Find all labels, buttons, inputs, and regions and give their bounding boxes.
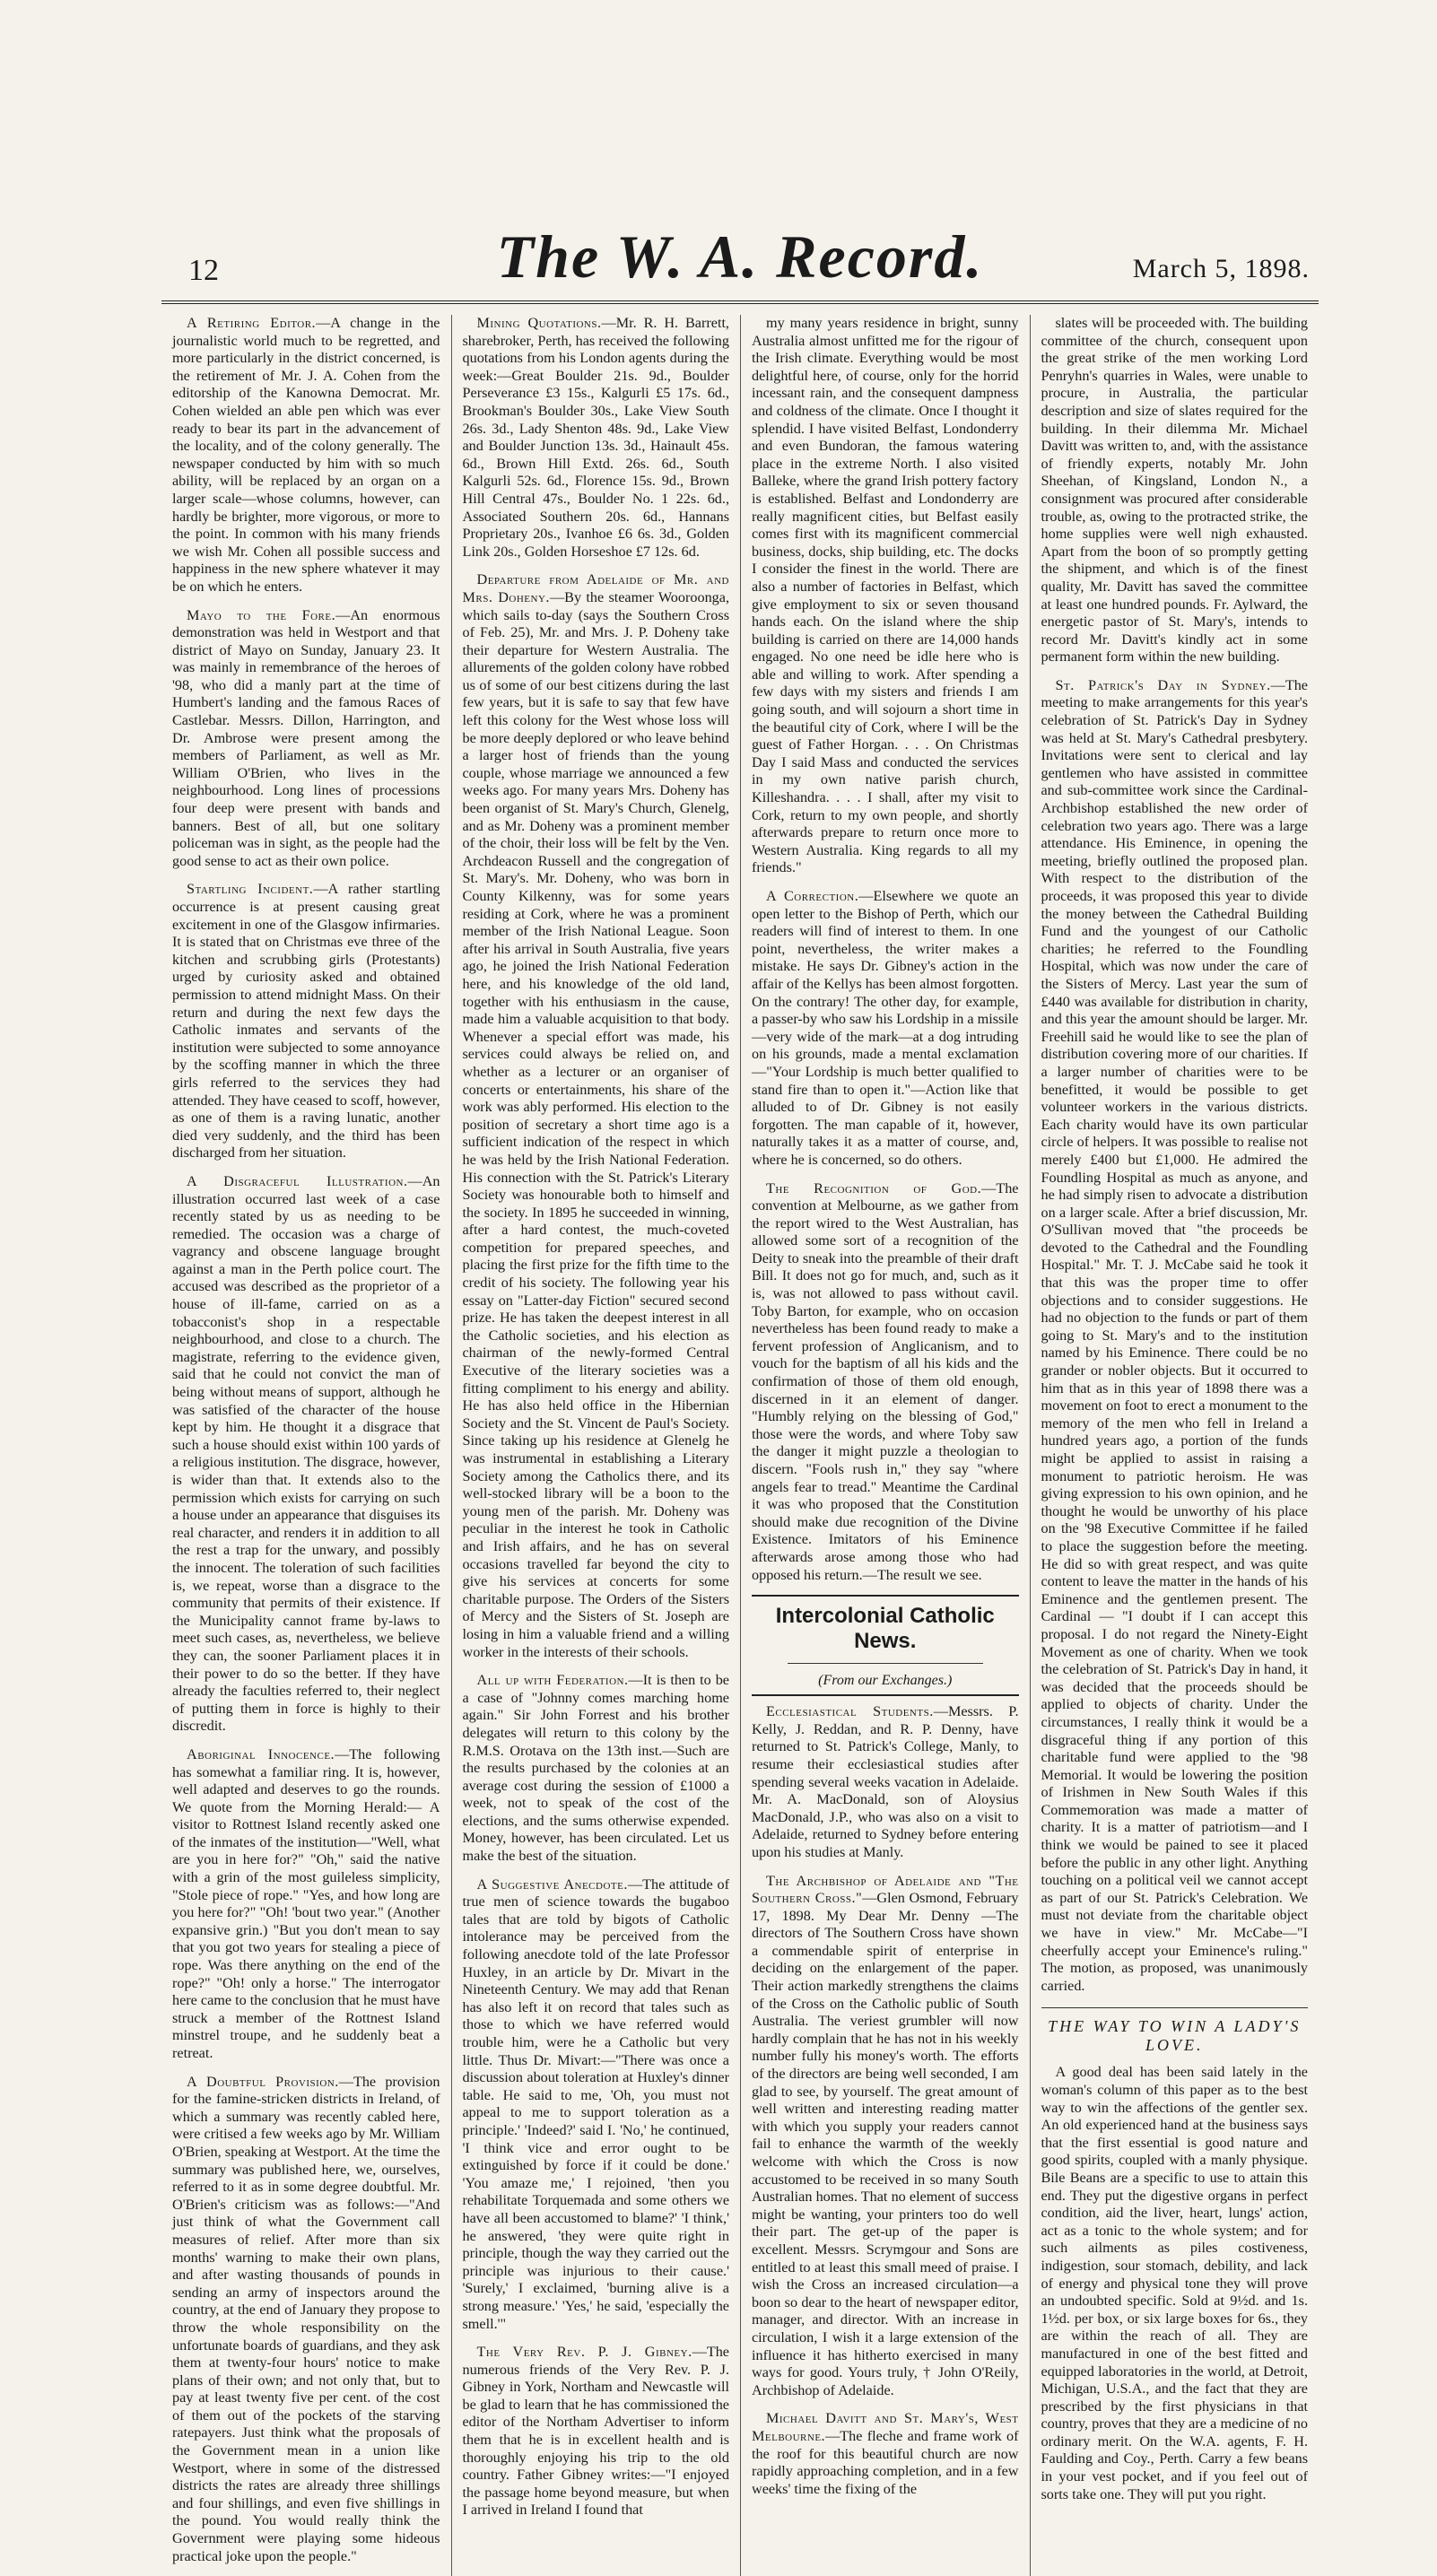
article xyxy=(752,1703,1019,1861)
article-paragraph: Michael Davitt and St. Mary's, West Melbourne.—The fleche and frame work of the roof for this beautiful church are now rapidly approaching completion, and in a few weeks' time the fixing of the xyxy=(752,2410,1019,2497)
article-headline: Departure from Adelaide of Mr. and Mrs. Doheny. xyxy=(462,571,729,605)
article xyxy=(752,1873,1019,2400)
article-paragraph: Departure from Adelaide of Mr. and Mrs. Doheny.—By the steamer Wooroonga, which sails to-day (says the Southern Cross of Feb. 25), Mr. and Mrs. J. P. Doheny take their departure for Western Australia. The allurements of the golden colony have robbed us of some of our best citizens during the last few years, but it is safe to say that few have left this colony for the West whose loss will be more deeply deplored or who leave behind a larger host of friends than the young couple, whose marriage we announced a few weeks ago. For many years Mrs. Doheny has been organist of St. Mary's Church, Glenelg, and as Mr. Doheny was a prominent member of the choir, their loss will be felt by the Ven. Archdeacon Russell and the congregation of St. Mary's. Mr. Doheny, who was born in County Kilkenny, was for some years residing at Cork, where he was a prominent member of the Irish National League. Soon after his arrival in South Australia, five years ago, he joined the Irish National Federation here, and his knowledge of the old land, together with his enthusiasm in the cause, made him a valuable acquisition to that body. Whenever a special effort was made, his services could always be relied on, and whether as a lecturer or an organiser of concerts or entertainments, his share of the work was ably performed. His election to the position of secretary a short time ago is a sufficient indication of the respect in which he was held by the Irish National Federation. His connection with the St. Patrick's Literary Society was honourable both to himself and the society. In 1895 he succeeded in winning, after a hard contest, the much-coveted competition for prepared speeches, and placing the first prize for the fifth time to the credit of his society. The following year his essay on "Latter-day Fiction" secured second prize. He has taken the deepest interest in all the Catholic societies, and his election as chairman of the newly-formed Central Executive of the literary societies was a fitting compliment to his energy and ability. He has also held office in the Hibernian Society and the St. Vincent de Paul's Society. Since taking up his residence at Glenelg he was instrumental in establishing a Literary Society among the Catholics there, and its well-stocked library will be a boon to the young men of the parish. Mr. Doheny was peculiar in the interest he took in Catholic and Irish affairs, and he has on several occasions travelled far beyond the city to give his services at concerts for some charitable purpose. The Orders of the Sisters of Mercy and the Sisters of St. Joseph are losing in him a valuable friend and a willing worker in the interests of their schools. xyxy=(462,571,729,1660)
newspaper-page xyxy=(161,222,1319,2564)
article-paragraph: The Archbishop of Adelaide and "The Southern Cross."—Glen Osmond, February 17, 1898. My Dear Mr. Denny —The directors of The Southern Cross have shown a commendable spirit of enterprise in deciding on the enlargement of the paper. Their action markedly strengthens the claims of the Cross on the Catholic public of South Australia. The veriest grumbler will now hardly complain that he has not in his weekly number fully his money's worth. The efforts of the directors are being well seconded, I am glad to see, by yourself. The great amount of well written and interesting reading matter with which you supply your readers cannot fail to enhance the warmth of the weekly welcome with which the Cross is now accustomed to be received in so many South Australian homes. That no element of success might be wanting, your printers too do well their part. The get-up of the paper is excellent. Messrs. Scrymgour and Sons are entitled to at least this small meed of praise. I wish the Cross an increased circulation—a boon so dear to the heart of newspaper editor, manager, and director. With an increase in circulation, I wish it a large extension of the influence it has hitherto exercised in many ways for good. Yours truly, † John O'Reily, Archbishop of Adelaide. xyxy=(752,1872,1019,2398)
article-headline: Startling Incident. xyxy=(187,881,314,898)
article-headline: St. Patrick's Day in Sydney. xyxy=(1055,676,1271,693)
column-3 xyxy=(740,315,1030,2576)
article xyxy=(463,2344,730,2519)
article-headline: A Doubtful Provision. xyxy=(187,2073,339,2090)
article-body: By the steamer Wooroonga, which sails to-day (says the Southern Cross of Feb. 25), Mr. and Mrs. J. P. Doheny take their departure for Western Australia. The allurements of the golden colony have robbed us of some of our best citizens during the last few years, but it is safe to say that few have left this colony for the West whose loss will be more deeply deplored or who leave behind a larger host of friends than the young couple, whose marriage we announced a few weeks ago. For many years Mrs. Doheny has been organist of St. Mary's Church, Glenelg, and as Mr. Doheny was a prominent member of the choir, their loss will be felt by the Ven. Archdeacon Russell and the congregation of St. Mary's. Mr. Doheny, who was born in County Kilkenny, was for some years residing at Cork, where he was a prominent member of the Irish National League. Soon after his arrival in South Australia, five years ago, he joined the Irish National Federation here, and his knowledge of the old land, together with his enthusiasm in the cause, made him a valuable acquisition to that body. Whenever a special effort was made, his services could always be relied on, and whether as a lecturer or an organiser of concerts or entertainments, his share of the work was ably performed. His election to the position of secretary a short time ago is a sufficient indication of the respect in which he was held by the Irish National Federation. His connection with the St. Patrick's Literary Society was honourable both to himself and the society. In 1895 he succeeded in winning, after a hard contest, the much-coveted competition for prepared speeches, and placing the first prize for the fifth time to the credit of his society. The following year his essay on "Latter-day Fiction" secured second prize. He has taken the deepest interest in all the Catholic societies, and his election as chairman of the newly-formed Central Executive of the literary societies was a fitting compliment to his energy and ability. He has also held office in the Hibernian Society and the St. Vincent de Paul's Society. Since taking up his residence at Glenelg he was instrumental in establishing a Literary Society among the Catholics there, and its well-stocked library will be a boon to the young men of the parish. Mr. Doheny was peculiar in the interest he took in Catholic and Irish affairs, and he has on several occasions travelled far beyond the city to give his services at concerts for some charitable purpose. The Orders of the Sisters of Mercy and the Sisters of St. Joseph are losing in him a valuable friend and a willing worker in the interests of their schools. xyxy=(462,588,729,1660)
article xyxy=(463,315,730,561)
article xyxy=(172,607,440,871)
article-body: The meeting to make arrangements for this year's celebration of St. Patrick's Day in Sydney was held at St. Mary's Cathedral presbytery. Invitations were sent to clerical and lay gentlemen who have assisted in committee and sub-committee work since the Cardinal-Archbishop established the new order of celebration two years ago. There was a large attendance. His Eminence, in opening the meeting, briefly outlined the proposed plan. With respect to the distribution of the proceeds, it was proposed this year to divide the money between the Cathedral Building Fund and the youngest of our Catholic charities; he referred to the Foundling Hospital, which was now under the care of the Sisters of Mercy. Last year the sum of £440 was available for distribution in charity, and this year the amount should be larger. Mr. Freehill said he would like to see the plan of distribution covering more of our charities. If a larger number of charities were to be benefitted, it would be possible to get volunteer workers in the various districts. Each charity would have its own particular circle of helpers. It was possible to realise not merely £400 but £1,000. He admired the Foundling Hospital as much as anyone, and he had simply risen to advocate a distribution on a larger scale. After a brief discussion, Mr. O'Sullivan moved that "the proceeds be devoted to the Cathedral and the Foundling Hospital." Mr. T. J. McCabe said he took it that this was the proper time to offer objections and to consider suggestions. He had no objection to the funds or part of them going to St. Mary's and to the institution named by his Eminence. There could be no grander or nobler objects. But it occurred to him that as in this year of 1898 there was a movement on foot to erect a monument to the memory of the men who fell in Ireland a hundred years ago, a portion of the funds might be applied to assist in raising a monument to patriotic heroism. He was giving expression to his own opinion, and he thought he would be unworthy of his place on the '98 Executive Committee if he failed to place the suggestion before the meeting. He did so with great respect, and was quite content to leave the matter in the hands of his Eminence and the gentlemen present. The Cardinal — "I doubt if I can accept this proposal. I do not regard the Ninety-Eight Movement as one of charity. When we took the celebration of St. Patrick's Day in hand, it was decided that the proceeds should be applied to objects of charity. Under the circumstances, I really think it would be a disgraceful thing if any portion of this charitable fund were applied to the '98 Memorial. It would be lowering the position of Irishmen in New South Wales if this Commemoration was made a matter of charity. It is a matter of patriotism—and I think we would be pained to see it placed before the public in any other light. Anything touching on a political veil we cannot accept as part of our St. Patrick's Celebration. We must not deviate from the charitable object we have in view." Mr. McCabe—"I cheerfully accept your Eminence's ruling." The motion, as proposed, was unanimously carried. xyxy=(1041,676,1308,1994)
page-number: 12 xyxy=(188,254,219,287)
article-headline: Ecclesiastical Students. xyxy=(766,1703,934,1720)
column-2 xyxy=(451,315,741,2576)
column-1 xyxy=(161,315,451,2576)
section-subtitle: (From our Exchanges.) xyxy=(818,1673,953,1689)
article-body: It is then to be a case of "Johnny comes marching home again." Sir John Forrest and his brother delegates will return to this colony by the R.M.S. Orotava on the 13th inst.—Such are the results purchased by the colonies at an average cost during the session of £1000 a week, not to speak of the cost of the elections, and the sums otherwise expended. Money, however, has been circulated. Let us make the best of the situation. xyxy=(462,1672,729,1865)
column-4 xyxy=(1030,315,1319,2576)
article-paragraph: A Suggestive Anecdote.—The attitude of true men of science towards the bugaboo tales that are told by bigots of Catholic intolerance may be perceived from the following anecdote told of the late Professor Huxley, in an article by Dr. Mivart in the Nineteenth Century. We may add that Renan has also left it on record that tales such as those to which we have referred would trouble him, were he a Catholic but very little. Thus Dr. Mivart:—"There was once a discussion about toleration at Huxley's dinner table. He said to me, 'Oh, you must not appeal to me to support toleration as a principle.' 'Indeed?' said I. 'No,' he continued, 'I think vice and error ought to be extinguished by force if it could be done.' 'You amaze me,' I rejoined, 'then you rehabilitate Torquemada and some others we have all been accustomed to blame?' 'I think,' he answered, 'they were quite right in principle, though the way they carried out the principle was injurious to their cause.' 'Surely,' I exclaimed, 'burning alive is a strong measure.' 'Yes,' he said, 'especially the smell.'" xyxy=(462,1875,730,2332)
article-headline: The Recognition of God. xyxy=(766,1179,982,1197)
article-paragraph: Mayo to the Fore.—An enormous demonstration was held in Westport and that district of Mayo on Sunday, January 23. It was mainly in remembrance of the heroes of '98, who did a manly part at the time of Humbert's landing and the famous Races of Castlebar. Messrs. Dillon, Harrington, and Dr. Ambrose were present among the members of Parliament, as well as Mr. William O'Brien, who lives in the neighbourhood. Long lines of processions four deep were present with bands and banners. Best of all, but one solitary policeman was in sight, as the people had the good sense to act as their own police. xyxy=(172,606,440,869)
columns-container xyxy=(161,315,1319,2564)
article-paragraph: Startling Incident.—A rather startling occurrence is at present causing great excitement in one of the Glasgow infirmaries. It is stated that on Christmas eve three of the kitchen and scrubbing girls (Protestants) urged by curiosity asked and obtained permission to attend midnight Mass. On their return and during the next few days the Catholic inmates and servants of the institution were subjected to some annoyance by the scoffing manner in which the three girls referred to the services they had attended. They have ceased to scoff, however, as one of them is a raving lunatic, another died very suddenly, and the third has been discharged from her situation. xyxy=(172,881,440,1162)
article-paragraph: A Correction.—Elsewhere we quote an open letter to the Bishop of Perth, which our readers will find of interest to them. In one point, nevertheless, the writer makes a mistake. He says Dr. Gibney's action in the affair of the Kellys has been almost forgotten. On the contrary! The other day, for example, a passer-by who saw his Lordship in a missile—very wide of the mark—at a dog intruding on his grounds, made a mental exclamation—"Your Lordship is much better qualified to stand fire than to open it."—Action like that alluded to of Dr. Gibney is not easily forgotten. The man capable of it, however, naturally takes it as a matter of course, and, where he is concerned, so do others. xyxy=(752,888,1019,1168)
masthead-title: The W. A. Record. xyxy=(496,222,984,291)
article-body: The convention at Melbourne, as we gather from the report wired to the West Australian, has allowed some sort of a recognition of the Deity to sneak into the preamble of their draft Bill. It does not go for much, and, such as it is, was not allowed to pass without cavil. Toby Barton, for example, who on occasion nevertheless has been found ready to make a fervent profession of Anglicanism, and to vouch for the baptism of all his kids and the confirmation of those of them old enough, discerned in it an element of danger. "Humbly relying on the blessing of God," those were the words, and where Toby saw the danger it might puzzle a theologian to discern. "Fools rush in," they say "where angels fear to tread." Meantime the Cardinal it was who proposed that the Constitution should make due recognition of the Divine Existence. Imitators of his Eminence afterwards arose among those who had opposed his return.—The result we see. xyxy=(752,1179,1019,1583)
article-body: slates will be proceeded with. The building committee of the church, consequent upon the great strike of the men working Lord Penryhn's quarries in Wales, were unable to procure, in Australia, the particular description and size of slates required for the building. In their dilemma Mr. Michael Davitt was written to, and, with the assistance of friendly experts, notably Mr. John Sheehan, of Kingsland, London N., a consignment was procured after considerable trouble, as, owing to the protracted strike, the home supplies were well nigh exhausted. Apart from the boon of so promptly getting the shipment, and which is of the finest quality, Mr. Davitt has saved the committee at least one hundred pounds. Fr. Aylward, the energetic pastor of St. Mary's, intends to record Mr. Davitt's kindly act in some permanent form within the new building. xyxy=(1041,315,1308,666)
article-paragraph: All up with Federation.—It is then to be a case of "Johnny comes marching home again." Sir John Forrest and his brother delegates will return to this colony by the R.M.S. Orotava on the 13th inst.—Such are the results purchased by the colonies at an average cost during the session of £1000 a week, not to speak of the cost of the elections, and the sums otherwise expended. Money, however, has been circulated. Let us make the best of the situation. xyxy=(462,1672,729,1865)
article-body: The fleche and frame work of the roof for this beautiful church are now rapidly approaching completion, and in a few weeks' time the fixing of the xyxy=(752,2427,1019,2497)
article-body: An illustration occurred last week of a case recently stated by us as needing to be remedied. The occasion was a charge of vagrancy and obscene language brought against a man in the Perth police court. The accused was described as the proprietor of a house of ill-fame, carried on as a tobacconist's shop in a respectable neighbourhood, and close to a church. The magistrate, referring to the evidence given, said that he could not convict the man of being without means of support, although he was satisfied of the character of the house kept by him. He thought it a disgrace that such a house should exist within 100 yards of a religious institution. The disgrace, however, is wider than that. It extends also to the permission which exists for carrying on such a house under an appearance that disguises its real character, and renders it in addition to all the rest a trap for the unwary, and possibly the innocent. The toleration of such facilities is, we repeat, worse than a disgrace to the community that permits of their existence. If the Municipality cannot frame by-laws to meet such cases, as, nevertheless, we believe they can, the sooner Parliament places it in their power to do so the better. If they have already the faculties referred to, their neglect of putting them in force is highly to their discredit. xyxy=(172,1172,440,1735)
article xyxy=(172,1746,440,2063)
article xyxy=(1041,315,1309,666)
article-headline: The Archbishop of Adelaide and "The Southern Cross." xyxy=(752,1872,1019,1907)
article-paragraph xyxy=(752,315,1019,877)
article-paragraph xyxy=(1041,315,1309,666)
issue-date: March 5, 1898. xyxy=(1132,254,1310,283)
article-body: Messrs. P. Kelly, J. Reddan, and R. P. Denny, have returned to St. Patrick's College, Manly, to resume their ecclesiastical studies after spending several weeks vacation in Adelaide. Mr. A. MacDonald, son of Aloysius MacDonald, J.P., who was also on a visit to Adelaide, returned to Sydney before entering upon his studies at Manly. xyxy=(752,1703,1019,1860)
article-headline: A Correction. xyxy=(766,888,859,904)
article xyxy=(172,1173,440,1736)
article-headline: Mining Quotations. xyxy=(476,315,602,331)
article-paragraph: Mining Quotations.—Mr. R. H. Barrett, sharebroker, Perth, has received the following quotations from his London agents during the week:—Great Boulder 21s. 9d., Boulder Perseverance £3 15s., Kalgurli £5 17s. 6d., Brookman's Boulder 30s., Lake View South 26s. 3d., Lady Shenton 48s. 9d., Lake View and Boulder Junction 13s. 3d., Hainault 45s. 6d., Brown Hill Extd. 26s. 6d., South Kalgurli 52s. 6d., Florence 15s. 9d., Brown Hill Central 47s., Boulder No. 1 22s. 6d., Associated Southern 20s. 6d., Hannans Proprietary 20s., Ivanhoe £6 6s. 3d., Golden Link 20s., Golden Horseshoe £7 12s. 6d. xyxy=(462,315,729,560)
article xyxy=(752,888,1019,1170)
section-divider xyxy=(788,1663,983,1664)
article-headline: Michael Davitt and St. Mary's, West Melbourne. xyxy=(752,2410,1019,2444)
article xyxy=(1041,677,1309,1996)
article-body: my many years residence in bright, sunny Australia almost unfitted me for the rigour of the Irish climate. Everything would be most delightful here, of course, only for the horrid incessant rain, and the consequent dampness and coldness of the climate. Once I thought it splendid. I have visited Belfast, Londonderry and even Bundoran, the famous watering place in the extreme North. I also visited Balleke, where the grand Irish pottery factory is established. Belfast and Londonderry are really magnificent cities, but Belfast easily comes first with its magnificent commercial business, docks, ship building, etc. The docks I consider the finest in the world. There are also a number of factories in Belfast, which give employment to six or seven thousand hands each. On the island where the ship building is carried on there are 14,000 hands engaged. No one need be idle here who is able and willing to work. After spending a few days with my sisters and friends I am going south, and will sojourn a short time in the beautiful city of Cork, where I will be the guest of Father Horgan. . . . On Christmas Day I said Mass and conducted the services in my own native parish church, Killeshandra. . . . I shall, after my visit to Cork, return to my own people, and shortly afterwards prepare to return once more to Western Australia. King regards to all my friends." xyxy=(752,315,1019,876)
article xyxy=(172,881,440,1162)
feature-body: A good deal has been said lately in the woman's column of this paper as to the best way to win the affections of the gentler sex. An old experienced hand at the business says that the first essential is good nature and good spirits, coupled with a manly physique. Bile Beans are a specific to use to attain this end. They put the digestive organs in perfect condition, aid the liver, heart, lungs' action, act as a tonic to the whole system; and for such ailments as piles costiveness, indigestion, sour stomach, debility, and lack of energy and physical tone they will prove an undoubted specific. Sold at 9½d. and 1s. 1½d. per box, or six large boxes for 6s., they are within the reach of all. They are manufactured in one of the best fitted and equipped laboratories in the world, at Detroit, Michigan, U.S.A., and the fact that they are prescribed by the first physicians in that country, proves that they are a medicine of no ordinary merit. On the W.A. agents, F. H. Faulding and Coy., Perth. Carry a few beans in your vest pocket, and if you feel out of sorts take one. They will put you right. xyxy=(1041,2064,1308,2502)
article-paragraph: The Recognition of God.—The convention at Melbourne, as we gather from the report wired to the West Australian, has allowed some sort of a recognition of the Deity to sneak into the preamble of their draft Bill. It does not go for much, and, such as it is, was not allowed to pass without cavil. Toby Barton, for example, who on occasion nevertheless has been found ready to make a fervent profession of Anglicanism, and to vouch for the baptism of all his kids and the confirmation of those of them old enough, discerned in it an element of danger. "Humbly relying on the blessing of God," those were the words, and where Toby saw the danger it might puzzle a theologian to discern. "Fools rush in," they say "where angels fear to tread." Meantime the Cardinal it was who proposed that the Constitution should make due recognition of the Divine Existence. Imitators of his Eminence afterwards arose among those who had opposed his return.—The result we see. xyxy=(752,1179,1019,1583)
article xyxy=(752,1180,1019,1585)
article-headline: A Disgraceful Illustration. xyxy=(187,1172,408,1189)
article-headline: A Retiring Editor. xyxy=(187,315,317,331)
article-headline: All up with Federation. xyxy=(476,1672,629,1689)
feature-article xyxy=(1041,2064,1309,2503)
article-body: An enormous demonstration was held in Westport and that district of Mayo on Sunday, January 23. It was mainly in remembrance of the heroes of '98, who did a manly part at the time of Humbert's landing and the famous Races of Castlebar. Messrs. Dillon, Harrington, and Dr. Ambrose were present among the members of Parliament, as well as Mr. William O'Brien, who lives in the neighbourhood. Long lines of processions four deep were present with bands and banners. Best of all, but one solitary policeman was in sight, as the people had the good sense to act as their own police. xyxy=(172,606,440,869)
article-paragraph: A Retiring Editor.—A change in the journalistic world much to be regretted, and more particularly in the district concerned, is the retirement of Mr. J. A. Cohen from the editorship of the Kanowna Democrat. Mr. Cohen wielded an able pen which was ever ready to bear its part in the advancement of the locality, and of the colony generally. The newspaper conducted by him with so much ability, will be replaced by an organ on a larger scale—whose columns, however, can hardly be brighter, more vigorous, or more to the point. In common with his many friends we wish Mr. Cohen all possible success and happiness in the new sphere whatever it may be on which he enters. xyxy=(172,315,440,595)
article xyxy=(752,2410,1019,2498)
article-body: The attitude of true men of science towards the bugaboo tales that are told by bigots of Catholic intolerance may be perceived from the following anecdote told of the late Professor Huxley, in an article by Dr. Mivart in the Nineteenth Century. We may add that Renan has also left it on record that tales such as those to which we have referred would trouble him, were he a Catholic but very little. Thus Dr. Mivart:—"There was once a discussion about toleration at Huxley's dinner table. He said to me, 'Oh, you must not appeal to me to support toleration as a principle.' 'Indeed?' said I. 'No,' he continued, 'I think vice and error ought to be extinguished by force if it could be done.' 'You amaze me,' I rejoined, 'then you rehabilitate Torquemada and some others we have all been accustomed to blame?' 'I think,' he answered, 'they were quite right in principle, though the way they carried out the principle was injurious to their cause.' 'Surely,' I exclaimed, 'burning alive is a strong measure.' 'Yes,' he said, 'especially the smell.'" xyxy=(462,1875,730,2332)
article xyxy=(463,1876,730,2333)
section-title: Intercolonial Catholic News. xyxy=(775,1604,995,1654)
article-paragraph: Ecclesiastical Students.—Messrs. P. Kelly, J. Reddan, and R. P. Denny, have returned to St. Patrick's College, Manly, to resume their ecclesiastical studies after spending several weeks vacation in Adelaide. Mr. A. MacDonald, son of Aloysius MacDonald, J.P., who was also on a visit to Adelaide, returned to Sydney before entering upon his studies at Manly. xyxy=(752,1703,1019,1860)
article xyxy=(752,315,1019,877)
article-body: The numerous friends of the Very Rev. P. J. Gibney in York, Northam and Newcastle will be glad to learn that he has commissioned the editor of the Northam Advertiser to inform them that he is in excellent health and is thoroughly enjoying his trip to the old country. Father Gibney writes:—"I enjoyed the passage home beyond measure, but when I arrived in Ireland I found that xyxy=(462,2344,729,2519)
article xyxy=(172,2074,440,2566)
article-headline: The Very Rev. P. J. Gibney. xyxy=(476,2344,692,2361)
article-paragraph: The Very Rev. P. J. Gibney.—The numerous friends of the Very Rev. P. J. Gibney in York, Northam and Newcastle will be glad to learn that he has commissioned the editor of the Northam Advertiser to inform them that he is in excellent health and is thoroughly enjoying his trip to the old country. Father Gibney writes:—"I enjoyed the passage home beyond measure, but when I arrived in Ireland I found that xyxy=(462,2344,729,2519)
section-header xyxy=(752,1595,1019,1696)
article-body: Elsewhere we quote an open letter to the Bishop of Perth, which our readers will find of interest to them. In one point, nevertheless, the writer makes a mistake. He says Dr. Gibney's action in the affair of the Kellys has been almost forgotten. On the contrary! The other day, for example, a passer-by who saw his Lordship in a missile—very wide of the mark—at a dog intruding on his grounds, made a mental exclamation—"Your Lordship is much better qualified to stand fire than to open it."—Action like that alluded to of Dr. Gibney is not easily forgotten. The man capable of it, however, naturally takes it as a matter of course, and, where he is concerned, so do others. xyxy=(752,888,1019,1168)
article-paragraph: St. Patrick's Day in Sydney.—The meeting to make arrangements for this year's celebration of St. Patrick's Day in Sydney was held at St. Mary's Cathedral presbytery. Invitations were sent to clerical and lay gentlemen who have assisted in committee and sub-committee work since the Cardinal-Archbishop established the new order of celebration two years ago. There was a large attendance. His Eminence, in opening the meeting, briefly outlined the proposed plan. With respect to the distribution of the proceeds, it was proposed this year to divide the money between the Cathedral Building Fund and the youngest of our Catholic charities; he referred to the Foundling Hospital, which was now under the care of the Sisters of Mercy. Last year the sum of £440 was available for distribution in charity, and this year the amount should be larger. Mr. Freehill said he would like to see the plan of distribution covering more of our charities. If a larger number of charities were to be benefitted, it would be possible to get volunteer workers in the various districts. Each charity would have its own particular circle of helpers. It was possible to realise not merely £400 but £1,000. He admired the Foundling Hospital as much as anyone, and he had simply risen to advocate a distribution on a larger scale. After a brief discussion, Mr. O'Sullivan moved that "the proceeds be devoted to the Cathedral and the Foundling Hospital." Mr. T. J. McCabe said he took it that this was the proper time to offer objections and to consider suggestions. He had no objection to the funds or part of them going to St. Mary's and to the institution named by his Eminence. There could be no grander or nobler objects. But it occurred to him that as in this year of 1898 there was a movement on foot to erect a monument to the memory of the men who fell in Ireland a hundred years ago, a portion of the funds might be applied to assist in raising a monument to patriotic heroism. He was giving expression to his own opinion, and he thought he would be unworthy of his place on the '98 Executive Committee if he failed to place the suggestion before the meeting. He did so with great respect, and was quite content to leave the matter in the hands of his Eminence and the gentlemen present. The Cardinal — "I doubt if I can accept this proposal. I do not regard the Ninety-Eight Movement as one of charity. When we took the celebration of St. Patrick's Day in hand, it was decided that the proceeds should be applied to objects of charity. Under the circumstances, I really think it would be a disgraceful thing if any portion of this charitable fund were applied to the '98 Memorial. It would be lowering the position of Irishmen in New South Wales if this Commemoration was made a matter of charity. It is a matter of patriotism—and I think we would be pained to see it placed before the public in any other light. Anything touching on a political veil we cannot accept as part of our St. Patrick's Celebration. We must not deviate from the charitable object we have in view." Mr. McCabe—"I cheerfully accept your Eminence's ruling." The motion, as proposed, was unanimously carried. xyxy=(1041,676,1308,1994)
article xyxy=(463,571,730,1661)
article-headline: Aboriginal Innocence. xyxy=(187,1745,335,1762)
article-body: Mr. R. H. Barrett, sharebroker, Perth, has received the following quotations from his London agents during the week:—Great Boulder 21s. 9d., Boulder Perseverance £3 15s., Kalgurli £5 17s. 6d., Brookman's Boulder 30s., Lake View South 26s. 3d., Lady Shenton 48s. 9d., Lake View and Boulder Junction 13s. 3d., Hainault 45s. 6d., Brown Hill Extd. 26s. 6d., South Kalgurli 52s. 6d., Florence 15s. 9d., Brown Hill Central 47s., Boulder No. 1 22s. 6d., Associated Southern 20s. 6d., Hannans Proprietary 20s., Ivanhoe £6 6s. 3d., Golden Link 20s., Golden Horseshoe £7 12s. 6d. xyxy=(462,315,729,560)
article-body: A change in the journalistic world much to be regretted, and more particularly in the district concerned, is the retirement of Mr. J. A. Cohen from the editorship of the Kanowna Democrat. Mr. Cohen wielded an able pen which was ever ready to bear its part in the advancement of the locality, and of the colony generally. The newspaper conducted by him with so much ability, will be replaced by an organ on a larger scale—whose columns, however, can hardly be brighter, more vigorous, or more to the point. In common with his many friends we wish Mr. Cohen all possible success and happiness in the new sphere whatever it may be on which he enters. xyxy=(172,315,440,595)
article-paragraph: A Disgraceful Illustration.—An illustration occurred last week of a case recently stated by us as needing to be remedied. The occasion was a charge of vagrancy and obscene language brought against a man in the Perth police court. The accused was described as the proprietor of a house of ill-fame, carried on as a tobacconist's shop in a respectable neighbourhood, and close to a church. The magistrate, referring to the evidence given, said that he could not convict the man of being without means of support, although he was satisfied of the character of the house kept by him. He thought it a disgrace that such a house should exist within 100 yards of a religious institution. The disgrace, however, is wider than that. It extends also to the permission which exists for carrying on such a house under an appearance that disguises its real character, and renders it in addition to all the rest a trap for the unwary, and possibly the innocent. The toleration of such facilities is, we repeat, worse than a disgrace to the community that permits of their existence. If the Municipality cannot frame by-laws to meet such cases, as, nevertheless, we believe they can, the sooner Parliament places it in their power to do so the better. If they have already the faculties referred to, their neglect of putting them in force is highly to their discredit. xyxy=(172,1172,440,1735)
article-body: A rather startling occurrence is at present causing great excitement in one of the Glasgow infirmaries. It is stated that on Christmas eve three of the kitchen and scrubbing girls (Protestants) urged by curiosity asked and obtained permission to attend midnight Mass. On their return and during the next few days the Catholic inmates and servants of the institution were subjected to some annoyance by the scoffing manner in which the three girls referred to the services they had attended. They have ceased to scoff, however, as one of them is a raving lunatic, another died very suddenly, and the third has been discharged from her situation. xyxy=(172,881,440,1162)
masthead xyxy=(161,222,1319,304)
article xyxy=(172,315,440,596)
article-paragraph: Aboriginal Innocence.—The following has somewhat a familiar ring. It is, however, well adapted and deserves to go the rounds. We quote from the Morning Herald:— A visitor to Rottnest Island recently asked one of the inmates of the institution—"Well, what are you in here for?" "Oh," said the native with a grin of the most guileless simplicity, "Stole piece of rope." "Yes, and how long are you here for?" "Oh! 'bout two year." (Another expansive grin.) "But you don't mean to say that you got two years for stealing a piece of rope. Was there anything on the end of the rope?" "Oh! only a horse." The interrogator here came to the conclusion that he must have struck a member of the Rottnest Island minstrel troupe, and he suddenly beat a retreat. xyxy=(172,1745,440,2061)
article-paragraph: A Doubtful Provision.—The provision for the famine-stricken districts in Ireland, of which a summary was recently cabled here, were critised a few weeks ago by Mr. William O'Brien, speaking at Westport. At the time the summary was published here, we, ourselves, referred to it as in some degree doubtful. Mr. O'Brien's criticism was as follows:—"And just think of what the Government call measures of relief. After more than six months' warning to make their own plans, and after wasting thousands of pounds in sending an army of inspectors around the country, at the end of January they propose to throw the whole responsibility on the unfortunate boards of guardians, and they ask them at twenty-four hours' notice to make plans of their own; and not only that, but to pay at least twenty five per cent. of the cost of them out of the pockets of the starving ratepayers. Just think what the proposals of the Government mean in a union like Westport, where in some of the distressed districts the rates are already three shillings and four shillings, and even five shillings in the pound. You would really think the Government were playing some hideous practical joke upon the people." xyxy=(172,2073,440,2564)
article-body: The following has somewhat a familiar ring. It is, however, well adapted and deserves to go the rounds. We quote from the Morning Herald:— A visitor to Rottnest Island recently asked one of the inmates of the institution—"Well, what are you in here for?" "Oh," said the native with a grin of the most guileless simplicity, "Stole piece of rope." "Yes, and how long are you here for?" "Oh! 'bout two year." (Another expansive grin.) "But you don't mean to say that you got two years for stealing a piece of rope. Was there anything on the end of the rope?" "Oh! only a horse." The interrogator here came to the conclusion that he must have struck a member of the Rottnest Island minstrel troupe, and he suddenly beat a retreat. xyxy=(172,1745,440,2061)
article xyxy=(463,1672,730,1866)
feature-title: THE WAY TO WIN A LADY'S LOVE. xyxy=(1041,2007,1309,2055)
article-headline: Mayo to the Fore. xyxy=(187,606,336,623)
article-body: Glen Osmond, February 17, 1898. My Dear Mr. Denny —The directors of The Southern Cross have shown a commendable spirit of enterprise in deciding on the enlargement of the paper. Their action markedly strengthens the claims of the Cross on the Catholic public of South Australia. The veriest grumbler will now hardly complain that he has not in his weekly number fully his money's worth. The efforts of the directors are being well seconded, I am glad to see, by yourself. The great amount of well written and interesting reading matter with which you supply your readers cannot fail to enhance the warmth of the weekly welcome with which the Cross is now accustomed to be received in so many South Australian homes. That no element of success might be wanting, your printers too do well their part. The get-up of the paper is excellent. Messrs. Scrymgour and Sons are entitled to at least this small meed of praise. I wish the Cross an increased circulation—a boon so dear to the heart of newspaper editor, manager, and director. With an increase in circulation, I wish it a large extension of the influence it has hitherto exercised in many ways for good. Yours truly, † John O'Reily, Archbishop of Adelaide. xyxy=(752,1890,1019,2398)
article-body: The provision for the famine-stricken districts in Ireland, of which a summary was recently cabled here, were critised a few weeks ago by Mr. William O'Brien, speaking at Westport. At the time the summary was published here, we, ourselves, referred to it as in some degree doubtful. Mr. O'Brien's criticism was as follows:—"And just think of what the Government call measures of relief. After more than six months' warning to make their own plans, and after wasting thousands of pounds in sending an army of inspectors around the country, at the end of January they propose to throw the whole responsibility on the unfortunate boards of guardians, and they ask them at twenty-four hours' notice to make plans of their own; and not only that, but to pay at least twenty five per cent. of the cost of them out of the pockets of the starving ratepayers. Just think what the proposals of the Government mean in a union like Westport, where in some of the distressed districts the rates are already three shillings and four shillings, and even five shillings in the pound. You would really think the Government were playing some hideous practical joke upon the people." xyxy=(172,2073,440,2564)
article-headline: A Suggestive Anecdote. xyxy=(476,1875,628,1893)
